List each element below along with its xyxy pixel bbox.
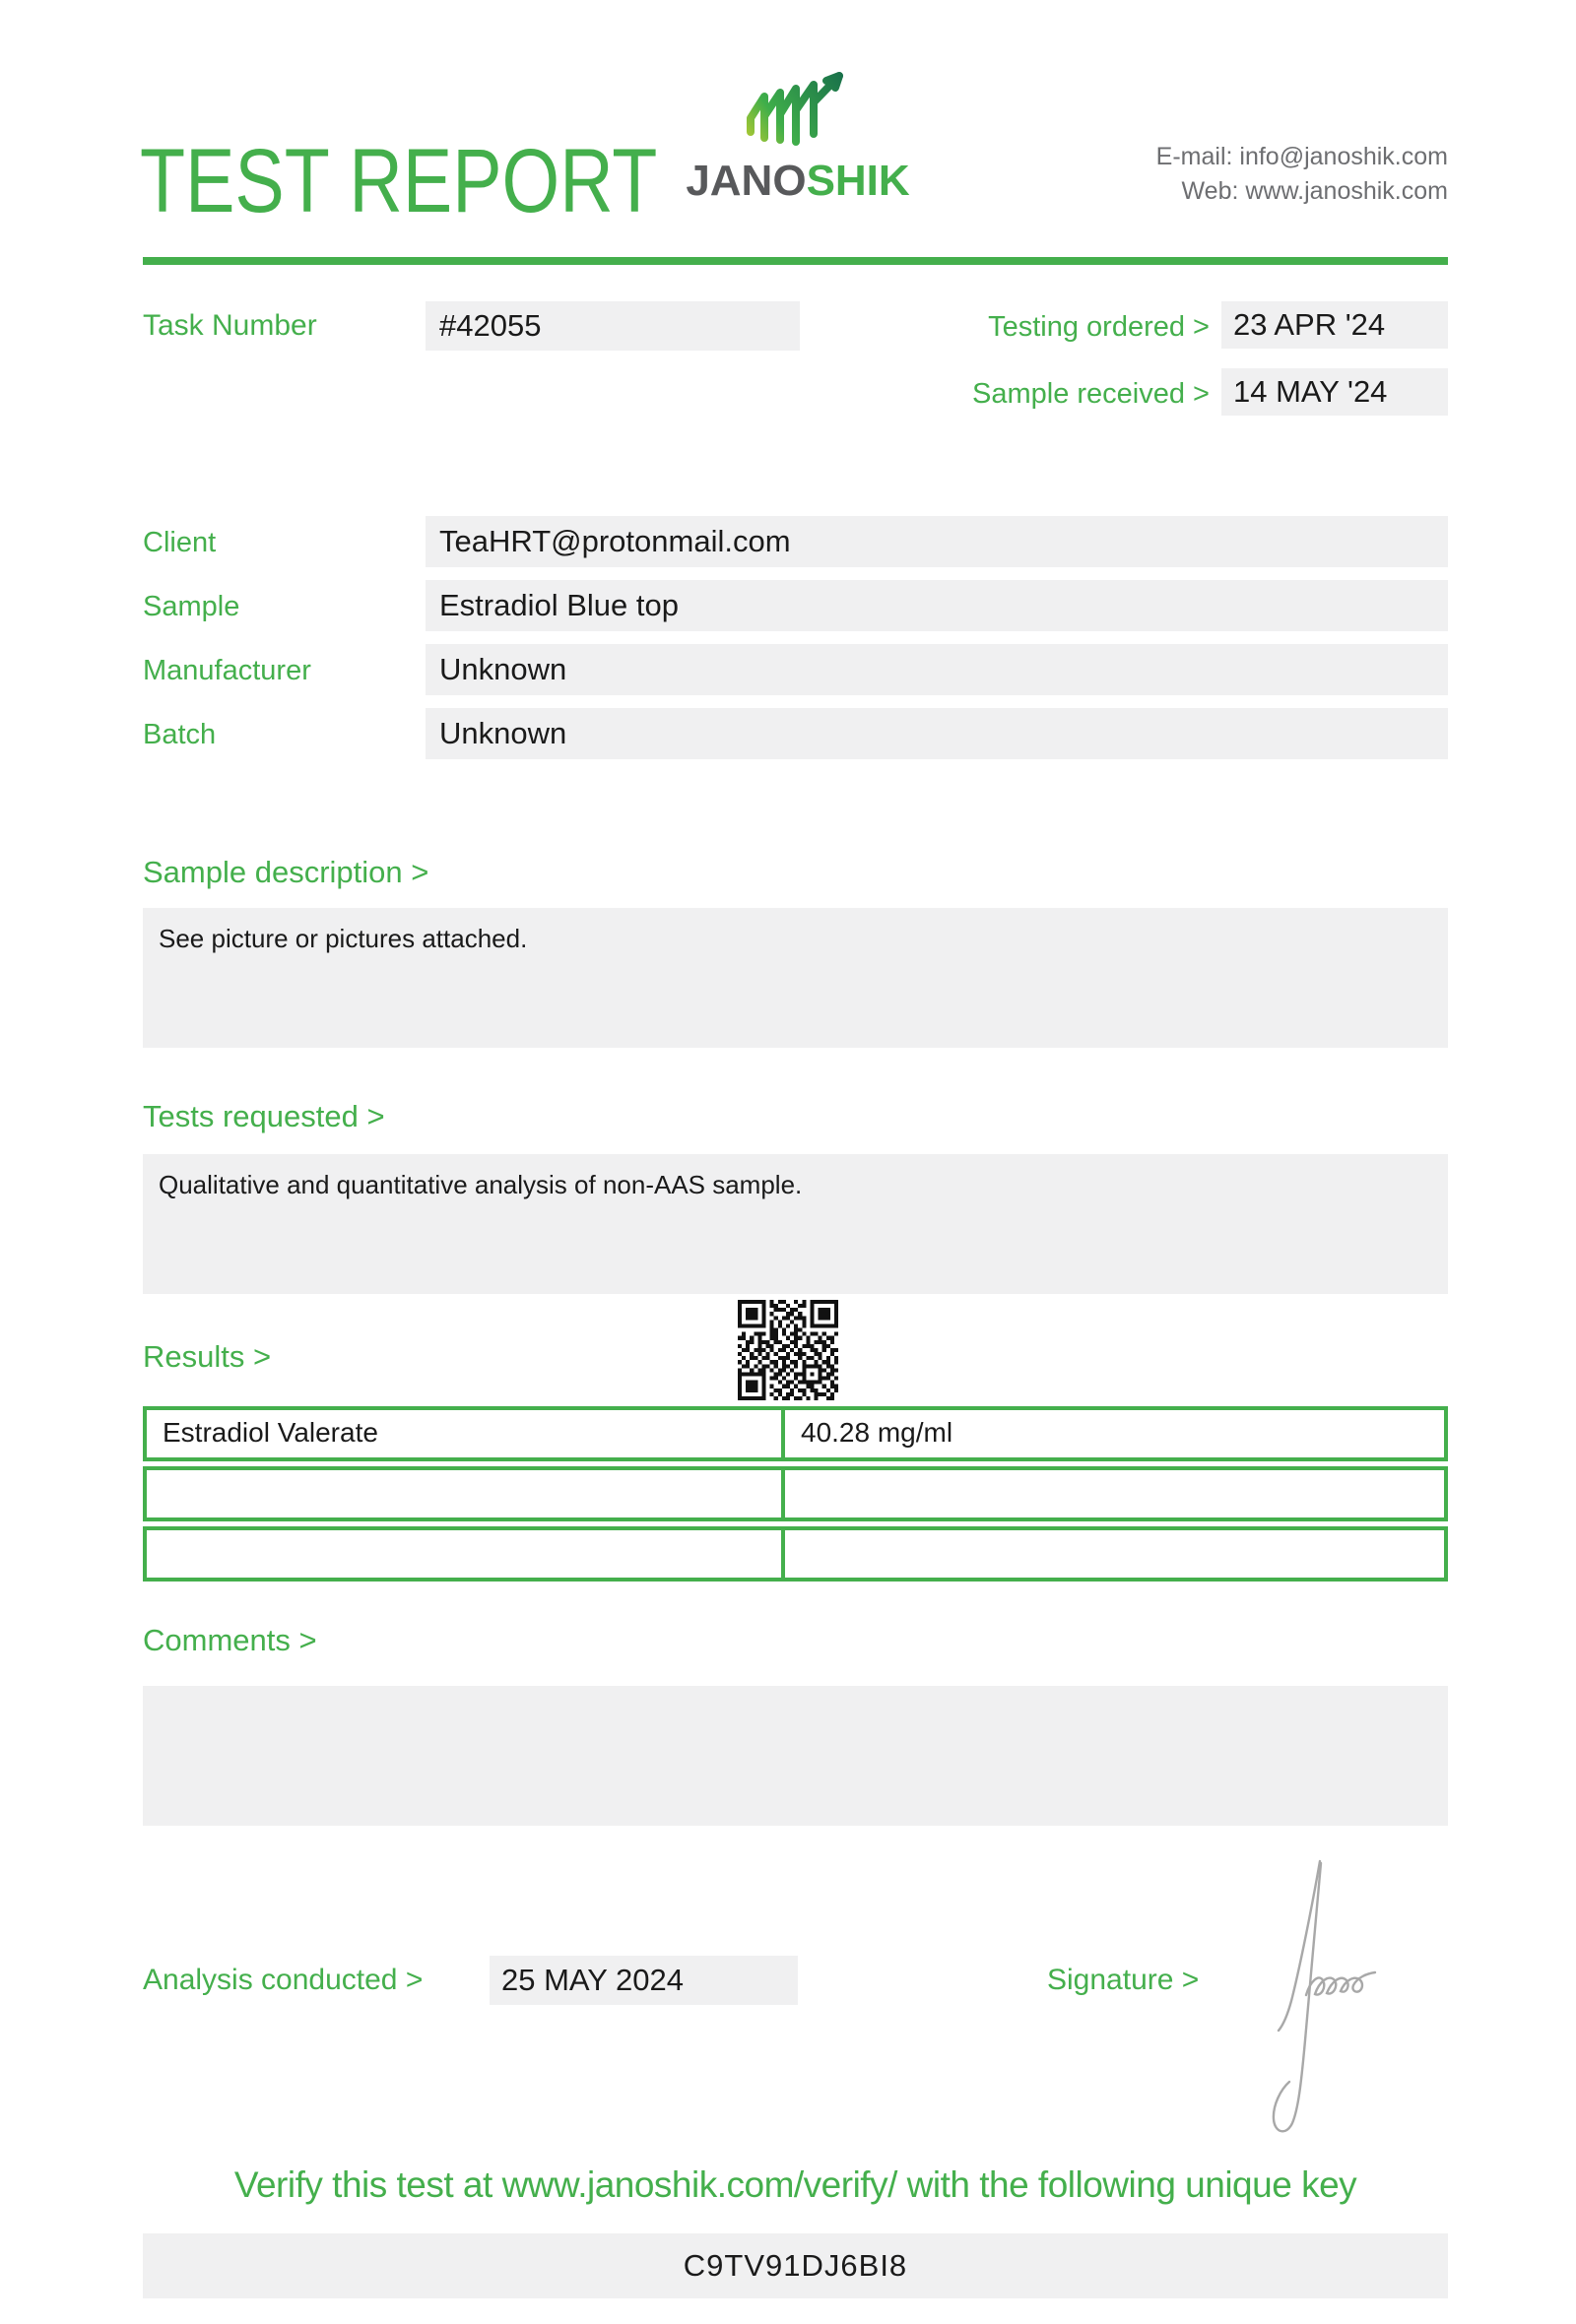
result-value-cell [785, 1526, 1448, 1582]
result-value-cell [785, 1466, 1448, 1521]
table-row [143, 1466, 1448, 1521]
sample-field [426, 580, 1448, 631]
client-label: Client [143, 527, 217, 558]
tests-requested-box [143, 1154, 1448, 1294]
contact-web: Web: www.janoshik.com [1181, 177, 1448, 205]
testing-ordered-label: Testing ordered > [988, 311, 1210, 343]
logo-word-left: JANO [686, 157, 807, 205]
table-row [143, 1526, 1448, 1582]
result-name: Estradiol Valerate [163, 1417, 378, 1448]
signature [1263, 1847, 1425, 2140]
page-title: TEST REPORT [140, 131, 658, 231]
sample-description-heading: Sample description > [143, 855, 429, 889]
manufacturer-value: Unknown [439, 652, 567, 686]
task-number-value: #42055 [439, 308, 542, 343]
logo-wordmark [680, 157, 916, 205]
task-number-field [426, 301, 800, 351]
sample-received-value: 14 MAY '24 [1233, 374, 1388, 409]
results-table [143, 1406, 1448, 1586]
testing-ordered-field [1221, 301, 1448, 349]
growth-chart-icon [680, 71, 916, 154]
results-heading: Results > [143, 1339, 272, 1374]
verify-text: Verify this test at www.janoshik.com/verify/ with the following unique key [233, 2164, 1357, 2205]
table-row [143, 1406, 1448, 1461]
contact-block [1156, 140, 1448, 209]
sample-description-text: See picture or pictures attached. [159, 924, 528, 953]
result-value: 40.28 mg/ml [801, 1417, 953, 1448]
sample-received-label: Sample received > [972, 378, 1210, 410]
contact-email: E-mail: info@janoshik.com [1155, 143, 1448, 170]
comments-heading: Comments > [143, 1623, 317, 1657]
analysis-date-field [490, 1956, 798, 2005]
result-value-cell [785, 1406, 1448, 1461]
sample-description-box [143, 908, 1448, 1048]
analysis-date-value: 25 MAY 2024 [501, 1963, 684, 1997]
tests-requested-text: Qualitative and quantitative analysis of non-AAS sample. [159, 1170, 803, 1199]
result-name-cell [143, 1406, 785, 1461]
comments-box [143, 1686, 1448, 1826]
sample-value: Estradiol Blue top [439, 588, 679, 622]
verify-key-field [143, 2233, 1448, 2298]
task-number-label: Task Number [143, 309, 317, 342]
header-divider [143, 257, 1448, 265]
client-field [426, 516, 1448, 567]
manufacturer-label: Manufacturer [143, 655, 311, 686]
sample-received-field [1221, 368, 1448, 416]
result-name-cell [143, 1466, 785, 1521]
batch-field [426, 708, 1448, 759]
batch-value: Unknown [439, 716, 567, 750]
result-name-cell [143, 1526, 785, 1582]
client-value: TeaHRT@protonmail.com [439, 524, 791, 558]
manufacturer-field [426, 644, 1448, 695]
signature-label: Signature > [1047, 1964, 1200, 1996]
analysis-conducted-label: Analysis conducted > [143, 1964, 424, 1996]
sample-label: Sample [143, 591, 240, 622]
verify-key-value: C9TV91DJ6BI8 [683, 2248, 908, 2283]
batch-label: Batch [143, 719, 217, 750]
testing-ordered-value: 23 APR '24 [1233, 307, 1386, 342]
qr-code [738, 1300, 838, 1400]
tests-requested-heading: Tests requested > [143, 1099, 385, 1133]
logo-word-right: SHIK [806, 157, 910, 205]
janoshik-logo [680, 71, 916, 203]
